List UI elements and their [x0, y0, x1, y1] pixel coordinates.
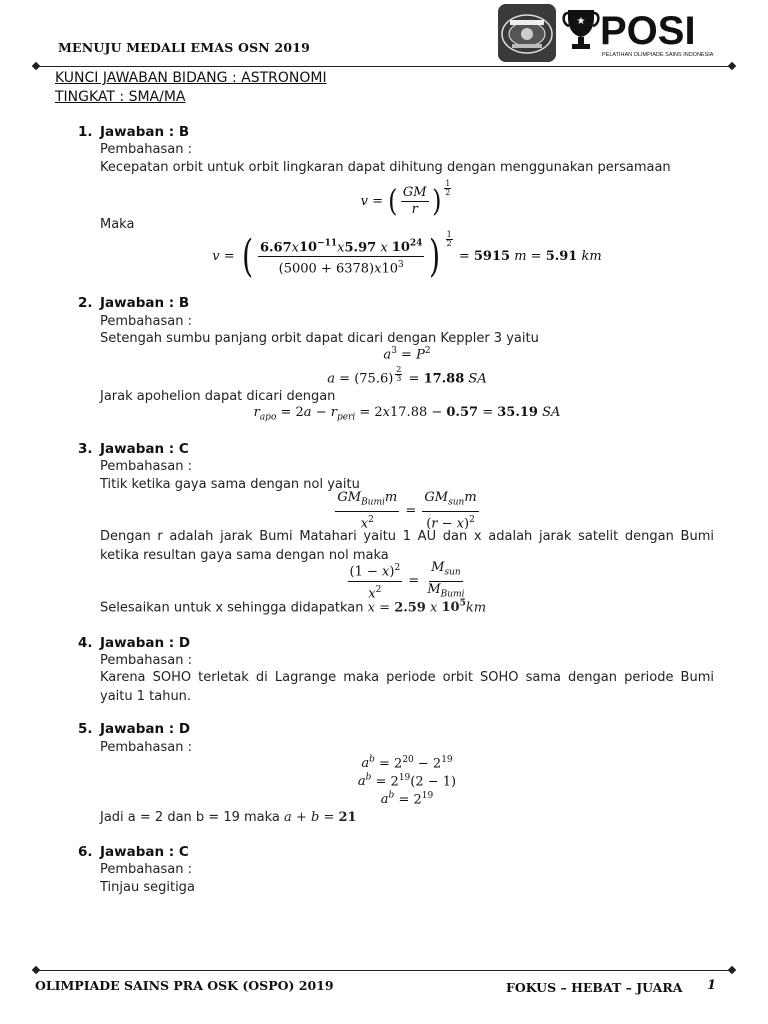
- answer-1: 1. Jawaban : B: [78, 124, 190, 140]
- text-3b: Dengan r adalah jarak Bumi Matahari yaitu 1 AU dan x adalah jarak satelit dengan Bumi ketika resultan gaya sama dengan nol maka: [100, 529, 714, 563]
- text-5a: Jadi a = 2 dan b = 19 maka a + b = 21: [100, 810, 357, 825]
- osn-emblem-logo: [498, 4, 556, 62]
- text-6a: Tinjau segitiga: [100, 880, 195, 895]
- posi-logo: [560, 4, 720, 62]
- text-4a: Karena SOHO terletak di Lagrange maka periode orbit SOHO sama dengan periode Bumi yaitu 1 tahun.: [100, 670, 714, 704]
- text-2a: Setengah sumbu panjang orbit dapat dicari dengan Keppler 3 yaitu: [100, 331, 539, 346]
- pembahasan-3: Pembahasan :: [100, 459, 192, 474]
- pembahasan-6: Pembahasan :: [100, 862, 192, 877]
- header-title: MENUJU MEDALI EMAS OSN 2019: [58, 40, 311, 55]
- equation-ratio: $\frac{(1 - x)^2}{x^2}$ = $\frac{M_{sun}}{M_{Bumi}}$: [349, 560, 465, 601]
- answer-6: 6. Jawaban : C: [78, 844, 189, 860]
- pembahasan-2: Pembahasan :: [100, 314, 192, 329]
- text-3c: Selesaikan untuk x sehingga didapatkan x = 2.59 x $10^5km$: [100, 599, 487, 616]
- level-title: TINGKAT : SMA/MA: [55, 89, 186, 105]
- header-rule: [36, 66, 732, 67]
- equation-aphelion: $r_{apo} = 2a - r_{peri} = 2x17.88 - 0.57 = 35.19$ SA: [253, 405, 561, 423]
- answer-2: 2. Jawaban : B: [78, 295, 190, 311]
- footer-left: OLIMPIADE SAINS PRA OSK (OSPO) 2019: [35, 978, 334, 993]
- equation-orbit-velocity: v = ( $\frac{GM}{r}$ ) $^{\frac{1}{2}}$: [360, 179, 451, 219]
- equation-semi-major: a = (75.6) $^{\frac{2}{3}}$ = 17.88 SA: [327, 365, 487, 387]
- equation-orbit-velocity-value: v = ( $\frac{6.67x10^{-11}x5.97 x 10^{24}}{(5000 + 6378)x10^3}$ ) $^{\frac{1}{2}}$ = 5915 m = 5.91 km: [212, 230, 602, 282]
- posi-logo-subtext: PELATIHAN OLIMPIADE SAINS INDONESIA: [602, 52, 714, 58]
- text-3a: Titik ketika gaya sama dengan nol yaitu: [100, 477, 360, 492]
- posi-logo-text: POSI: [600, 9, 696, 53]
- answer-3: 3. Jawaban : C: [78, 441, 189, 457]
- equation-kepler: $a^3 = P^2$: [383, 346, 431, 363]
- answer-5: 5. Jawaban : D: [78, 721, 191, 737]
- equation-5b: $a^b = 2^{19}(2 - 1)$: [357, 773, 457, 790]
- text-1a: Kecepatan orbit untuk orbit lingkaran dapat dihitung dengan menggunakan persamaan: [100, 160, 671, 175]
- equation-force-balance: $\frac{GM_{Bumi}m}{x^2}$ = $\frac{GM_{sun}m}{(r - x)^2}$: [337, 490, 477, 531]
- equation-5a: $a^b = 2^{20} - 2^{19}$: [361, 755, 453, 772]
- subject-title: KUNCI JAWABAN BIDANG : ASTRONOMI: [55, 70, 327, 86]
- footer-right: FOKUS – HEBAT – JUARA: [506, 980, 683, 995]
- svg-text:★: ★: [576, 16, 586, 27]
- equation-5c: $a^b = 2^{19}$: [380, 791, 434, 808]
- text-2b: Jarak apohelion dapat dicari dengan: [100, 389, 336, 404]
- page-number: 1: [707, 978, 717, 993]
- pembahasan-1: Pembahasan :: [100, 142, 192, 157]
- footer-rule: [36, 970, 732, 971]
- pembahasan-4: Pembahasan :: [100, 653, 192, 668]
- pembahasan-5: Pembahasan :: [100, 740, 192, 755]
- answer-4: 4. Jawaban : D: [78, 635, 191, 651]
- text-1b: Maka: [100, 217, 135, 232]
